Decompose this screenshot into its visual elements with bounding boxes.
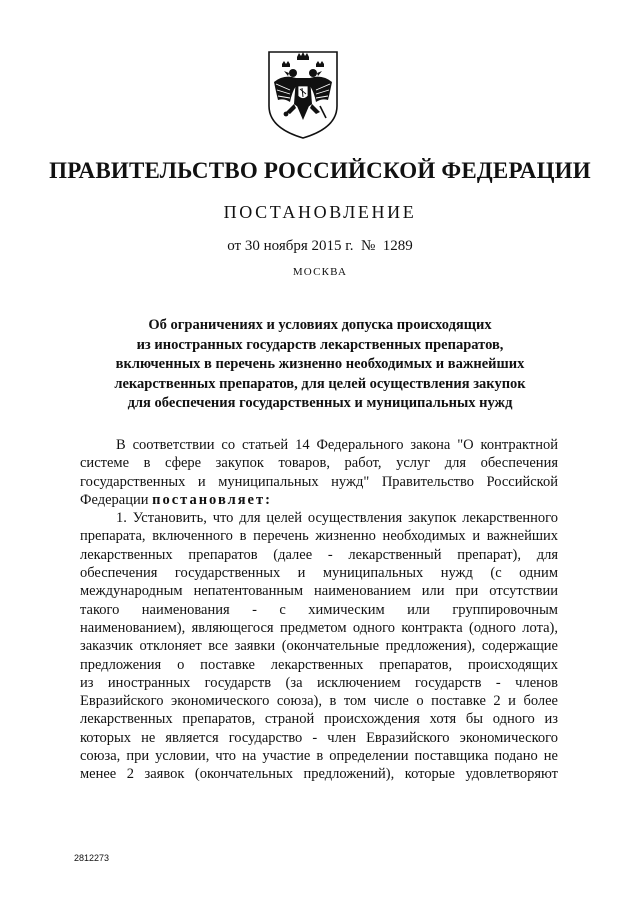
resolution-title: [100, 316, 540, 414]
item1-line: которых не является государство - член Евразийского экономического: [80, 729, 558, 746]
item1-line: лекарственных препаратов (далее - лекарственный препарат), для: [80, 546, 558, 563]
document-code: 2812273: [74, 853, 110, 863]
title-line: из иностранных государств лекарственных препаратов,: [136, 336, 504, 353]
item1-line: лекарственных препаратов, страной происхождения хотя бы одного из: [80, 711, 558, 728]
item1-line: менее 2 заявок (окончательных предложений), которые удовлетворяют: [80, 766, 558, 783]
issue-city: МОСКВА: [292, 266, 348, 278]
item1-line: из иностранных государств (за исключением государств - членов: [80, 674, 558, 691]
item1-line: обеспечения государственных и муниципальных нужд (с одним: [80, 565, 558, 582]
title-line: для обеспечения государственных и муниципальных нужд: [127, 395, 513, 411]
document-date-number: от 30 ноября 2015 г. № 1289: [227, 238, 413, 254]
item1-line: союза, при условии, что на участие в определении поставщика подано не: [80, 748, 558, 765]
title-line: Об ограничениях и условиях допуска происходящих: [148, 317, 492, 333]
coat-of-arms-emblem: [266, 48, 340, 140]
item1-line: предложения о поставке лекарственных препаратов, происходящих: [80, 656, 558, 673]
preamble-line: государственных и муниципальных нужд" Правительство Российской: [80, 473, 558, 490]
title-line: включенных в перечень жизненно необходимых и важнейших: [115, 356, 525, 372]
item1-line: 1. Установить, что для целей осуществления закупок лекарственного: [116, 510, 558, 527]
preamble-line: В соответствии со статьей 14 Федерального закона "О контрактной: [116, 437, 558, 453]
resolution-body: [80, 436, 558, 784]
government-title: ПРАВИТЕЛЬСТВО РОССИЙСКОЙ ФЕДЕРАЦИИ: [49, 158, 591, 183]
preamble-line: системе в сфере закупок товаров, работ, услуг для обеспечения: [80, 455, 558, 472]
item1-line: такого наименования - с химическим или группировочным: [80, 601, 558, 618]
document-type: ПОСТАНОВЛЕНИЕ: [223, 202, 417, 222]
preamble-last-line-start: Федерации: [80, 491, 153, 508]
preamble-last-line: [80, 491, 558, 509]
item1-line: препарата, включенного в перечень жизненно необходимых и важнейших: [80, 528, 558, 545]
item1-line: международным непатентованным наименованием или при отсутствии: [80, 583, 558, 600]
item1-line: Евразийского экономического союза), в том числе о поставке 2 и более: [80, 693, 558, 710]
title-line: лекарственных препаратов, для целей осуществления закупок: [114, 375, 526, 392]
item1-line: наименованием), являющегося предметом одного контракта (одного лота),: [80, 619, 558, 636]
decree-word: постановляет:: [152, 491, 272, 508]
item1-line: заказчик отклоняет все заявки (окончательные предложения), содержащие: [80, 638, 558, 655]
